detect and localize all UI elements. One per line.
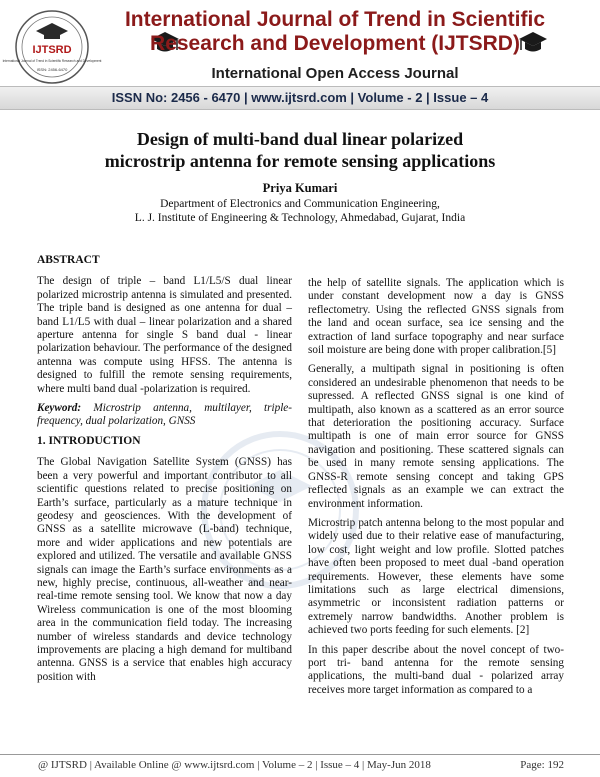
logo-caption: International Journal of Trend in Scientific Research and Development bbox=[2, 59, 102, 63]
logo-issn: ISSN: 2456-6470 bbox=[36, 67, 68, 72]
journal-header bbox=[0, 0, 600, 112]
page-number: Page: 192 bbox=[520, 759, 564, 771]
introduction-heading: 1. INTRODUCTION bbox=[37, 434, 141, 447]
keywords bbox=[37, 402, 292, 429]
journal-title-line2: Research and Development (IJTSRD) bbox=[150, 32, 520, 55]
intro-paragraph-1: The Global Navigation Satellite System (GNSS) has been a very powerful and important contributor to all scientific questions related to precise positioning on Earth’s surface, particularly as a mature technique in geodesy and geosciences. With the development of GNSS as a satellite microwave (L-band) technique, more and wider applications and new potentials are explored and utilized. The versatile and available GNSS signals can image the Earth’s surface environments as a new, highly precise, continuous, all-weather and near-real-time remote sensing tool. We know that now a day Wireless communication is one of the most blooming area in the communication field today. The increasing number of wireless standards and device technology improvements are placing a high demand for multiband antenna. GNSS is a service that enables high accuracy position with bbox=[37, 456, 292, 683]
abstract-text: The design of triple – band L1/L5/S dual linear polarized microstrip antenna is simulated and presented. The triple band is designed as one antenna for dual – band L1/L5 with dual – linear polarization and a shared aperture antenna for single S band dual - linear polarization behaviour. The performance of the designed antenna was compute using HFSS. The antenna is designed to fulfill the remote sensing requirements, where multi band dual -polarization is required. bbox=[37, 275, 292, 395]
journal-title bbox=[100, 8, 570, 56]
intro-paragraph-5: In this paper describe about the novel concept of two-port tri- band antenna for the remote sensing applications, the multi-band dual - polarized array receives more target information as compared to a bbox=[308, 643, 564, 696]
intro-paragraph-4: Microstrip patch antenna belong to the most popular and widely used due to their relative ease of manufacturing, low cost, light weight and low profile. Slotted patches have often been proposed to meet dual -band operation requirements. However, these elements have some limitations such as large electrical dimensions, asymmetric or inconsistent radiation patterns or extremely narrow bandwidths. Another problem is achieved two ports feeding for such elements. [2] bbox=[308, 516, 564, 637]
ijtsrd-logo bbox=[2, 9, 102, 85]
footer-citation: @ IJTSRD | Available Online @ www.ijtsrd.com | Volume – 2 | Issue – 4 | May-Jun 2018 bbox=[38, 759, 431, 771]
keywords-text: Microstrip antenna, multilayer, triple-frequency, dual polarization, GNSS bbox=[37, 402, 292, 428]
intro-paragraph-2: the help of satellite signals. The application which is under constant development now a day is GNSS reflectometry. Using the reflected GNSS signals from the land and ocean surface, sea ice sensing and the extraction of land surface topography and near surface soil moisture are being done with proper calibration.[5] bbox=[308, 277, 564, 357]
keywords-label: Keyword: bbox=[37, 402, 82, 415]
paper-title-line2: microstrip antenna for remote sensing applications bbox=[104, 151, 496, 171]
paper-title-line1: Design of multi-band dual linear polarized bbox=[136, 129, 464, 149]
author-name: Priya Kumari bbox=[262, 181, 338, 195]
affiliation-line1: Department of Electronics and Communication Engineering, bbox=[160, 198, 440, 210]
journal-subtitle: International Open Access Journal bbox=[211, 65, 459, 82]
intro-paragraph-3: Generally, a multipath signal in positioning is often considered an undesirable phenomenon that needs to be supressed. A reflected GNSS signal is one kind of multipath, also known as a scattered as an error source that deterioration the positioning accuracy. Surface multipath is one of main error source for GNSS navigation and positioning. These scattered signals can be used in many remote sensing applications. The GNSS-R remote sensing concept and taking GPS reflected signals as an example we can extract the environment information. bbox=[308, 363, 564, 510]
journal-title-line1: International Journal of Trend in Scientific bbox=[124, 8, 546, 31]
paper-title bbox=[40, 128, 560, 172]
affiliation-line2: L. J. Institute of Engineering & Technology, Ahmedabad, Gujarat, India bbox=[134, 212, 466, 224]
abstract-heading: ABSTRACT bbox=[37, 254, 100, 266]
issn-bar: ISSN No: 2456 - 6470 | www.ijtsrd.com | Volume - 2 | Issue – 4 bbox=[0, 86, 600, 110]
right-column bbox=[308, 277, 564, 703]
logo-text: IJTSRD bbox=[32, 44, 72, 56]
author-affiliation bbox=[40, 197, 560, 225]
left-column bbox=[37, 250, 292, 690]
page-footer bbox=[0, 754, 600, 777]
